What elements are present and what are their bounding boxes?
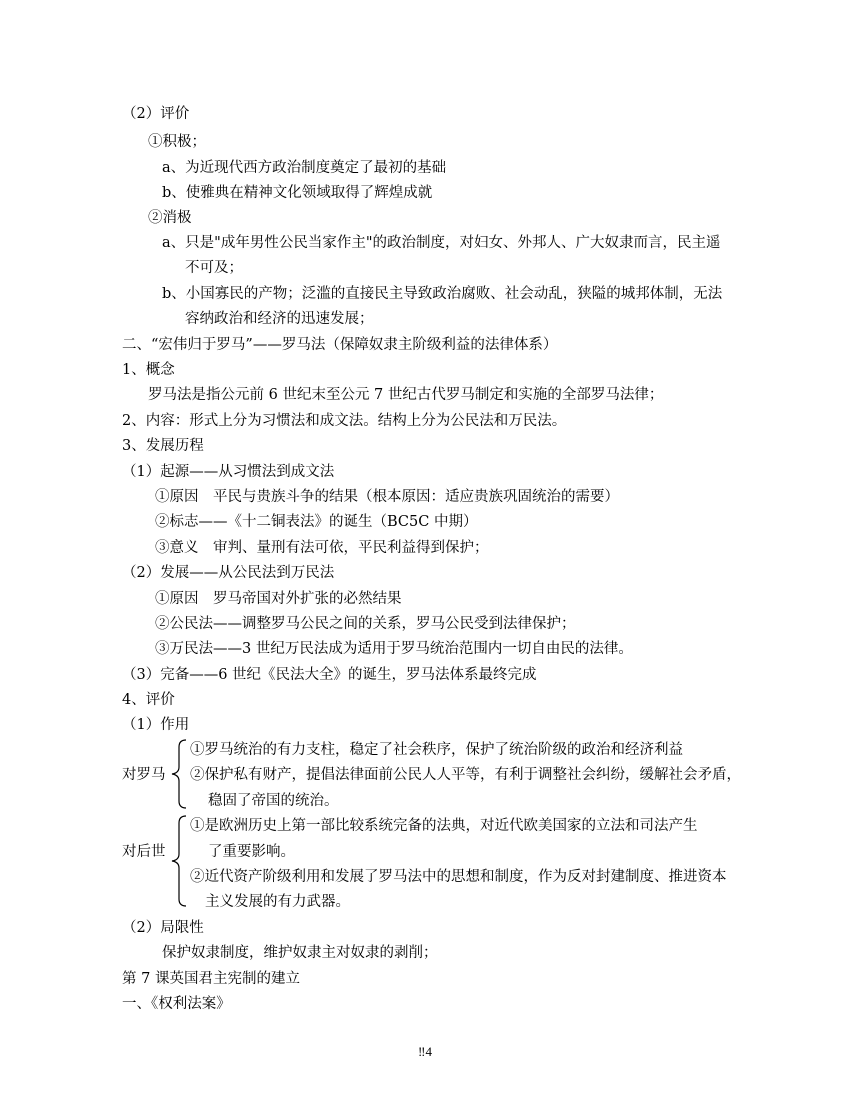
text-line: 一、《权利法案》 (122, 996, 231, 1012)
text-line: ②标志——《十二铜表法》的诞生（BC5C 中期） (155, 514, 478, 530)
text-line: ③意义 审判、量刑有法可依，平民利益得到保护； (155, 540, 489, 556)
text-line: 罗马法是指公元前 6 世纪末至公元 7 世纪古代罗马制定和实施的全部罗马法律； (148, 387, 664, 403)
text-line: b、使雅典在精神文化领域取得了辉煌成就 (162, 185, 433, 201)
text-line: 2、内容：形式上分为习惯法和成文法。结构上分为公民法和万民法。 (122, 413, 567, 429)
group-label: 对罗马 (122, 767, 166, 783)
text-line: ②消极 (148, 210, 192, 226)
text-line: 不可及； (185, 260, 243, 276)
page-number: ‼4 (418, 1044, 432, 1059)
text-line: a、只是"成年男性公民当家作主"的政治制度，对妇女、外邦人、广大奴隶而言，民主遥 (162, 235, 721, 251)
text-line: 4、评价 (122, 692, 175, 708)
left-brace (170, 738, 188, 810)
text-line: ①原因 平民与贵族斗争的结果（根本原因：适应贵族巩固统治的需要） (155, 489, 619, 505)
text-line: ①是欧洲历史上第一部比较系统完备的法典，对近代欧美国家的立法和司法产生 (190, 818, 698, 834)
text-line: 保护奴隶制度，维护奴隶主对奴隶的剥削； (162, 945, 438, 961)
text-line: （3）完备——6 世纪《民法大全》的诞生，罗马法体系最终完成 (122, 667, 537, 683)
text-line: 稳固了帝国的统治。 (208, 793, 339, 809)
text-line: （1）作用 (122, 717, 190, 733)
text-line: ②近代资产阶级利用和发展了罗马法中的思想和制度，作为反对封建制度、推进资本 (190, 869, 727, 885)
text-line: （2）发展——从公民法到万民法 (122, 565, 335, 581)
text-line: ①积极； (148, 134, 206, 150)
text-line: ①罗马统治的有力支柱，稳定了社会秩序，保护了统治阶级的政治和经济利益 (190, 742, 683, 758)
text-line: （2）局限性 (122, 920, 204, 936)
section-heading: 第 7 课英国君主宪制的建立 (122, 971, 300, 987)
text-line: ②公民法——调整罗马公民之间的关系，罗马公民受到法律保护； (155, 616, 576, 632)
group-label: 对后世 (122, 844, 166, 860)
section-heading: 二、“宏伟归于罗马”——罗马法（保障奴隶主阶级利益的法律体系） (122, 337, 558, 353)
text-line: （1）起源——从习惯法到成文法 (122, 464, 335, 480)
text-line: 主义发展的有力武器。 (205, 894, 350, 910)
text-line: 了重要影响。 (208, 844, 295, 860)
text-line: a、为近现代西方政治制度奠定了最初的基础 (162, 160, 447, 176)
text-line: ②保护私有财产，提倡法律面前公民人人平等，有利于调整社会纠纷，缓解社会矛盾， (190, 767, 741, 783)
left-brace (170, 814, 188, 908)
text-line: 容纳政治和经济的迅速发展； (185, 311, 374, 327)
text-line: 3、发展历程 (122, 438, 204, 454)
text-line: （2）评价 (122, 106, 190, 122)
text-line: ①原因 罗马帝国对外扩张的必然结果 (155, 591, 402, 607)
text-line: b、小国寡民的产物；泛滥的直接民主导致政治腐败、社会动乱，狭隘的城邦体制，无法 (162, 286, 723, 302)
text-line: 1、概念 (122, 362, 175, 378)
text-line: ③万民法——3 世纪万民法成为适用于罗马统治范围内一切自由民的法律。 (155, 641, 633, 657)
